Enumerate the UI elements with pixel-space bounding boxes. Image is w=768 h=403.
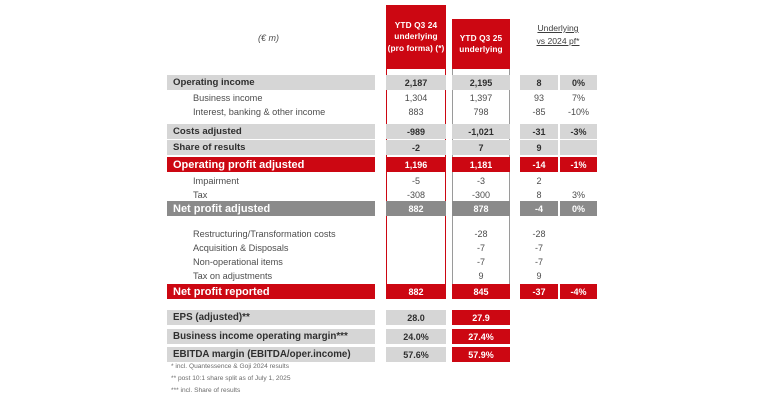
metric-cell-2025: 27.9	[452, 310, 510, 325]
row-label: Operating profit adjusted	[167, 157, 375, 172]
cell-2024	[386, 240, 446, 255]
row-label: Operating income	[167, 75, 375, 90]
cell-2025: -7	[476, 242, 485, 253]
cell-delta-pct	[560, 173, 597, 188]
cell-delta-pct	[560, 140, 597, 155]
cell-2024: 883	[408, 106, 424, 117]
cell-2025: 2,195	[452, 75, 510, 90]
metric-cell-2024: 24.0%	[386, 329, 446, 344]
footnote: * incl. Quantessence & Goji 2024 results	[171, 363, 290, 370]
table-row	[167, 90, 597, 105]
cell-2024: 2,187	[386, 75, 446, 90]
cell-2025: -28	[474, 228, 488, 239]
table-row	[167, 140, 597, 155]
cell-2025: 878	[452, 201, 510, 216]
table-row	[167, 254, 597, 269]
cell-delta-pct: 0%	[560, 75, 597, 90]
row-label: Restructuring/Transformation costs	[193, 228, 336, 239]
cell-delta-pct: 3%	[571, 189, 585, 200]
cell-delta-pct: -3%	[560, 124, 597, 139]
cell-delta-pct: -10%	[567, 106, 589, 117]
cell-2024: 882	[386, 201, 446, 216]
metric-row	[167, 310, 597, 325]
cell-2024: 882	[386, 284, 446, 299]
table-row	[167, 124, 597, 139]
metric-cell-2025: 57.9%	[452, 347, 510, 362]
cell-2025: 845	[452, 284, 510, 299]
table-row	[167, 201, 597, 216]
cell-delta: 9	[536, 270, 542, 281]
cell-2025: 1,397	[469, 92, 493, 103]
cell-delta-pct	[560, 268, 597, 283]
cell-2024	[386, 226, 446, 241]
cell-delta: -7	[534, 256, 543, 267]
metric-label: Business income operating margin***	[167, 329, 375, 344]
delta-header-line1: Underlying	[537, 23, 579, 33]
delta-header-line2: vs 2024 pf*	[536, 36, 580, 46]
metric-cell-2025: 27.4%	[452, 329, 510, 344]
metric-cell-2024: 28.0	[386, 310, 446, 325]
table-row	[167, 187, 597, 202]
row-label: Impairment	[193, 175, 239, 186]
cell-2025: -300	[471, 189, 490, 200]
cell-2025: 9	[478, 270, 484, 281]
row-label: Net profit reported	[167, 284, 375, 299]
table-row	[167, 104, 597, 119]
table-row	[167, 226, 597, 241]
cell-2025: -7	[476, 256, 485, 267]
cell-2024: -989	[386, 124, 446, 139]
cell-2024: -2	[386, 140, 446, 155]
table-row	[167, 240, 597, 255]
cell-delta: -14	[520, 157, 558, 172]
cell-delta: -7	[534, 242, 543, 253]
cell-2024: 1,304	[404, 92, 428, 103]
cell-delta-pct: 7%	[571, 92, 585, 103]
cell-delta-pct: 0%	[560, 201, 597, 216]
cell-2025: 7	[452, 140, 510, 155]
cell-2024: 1,196	[386, 157, 446, 172]
cell-2025: 1,181	[452, 157, 510, 172]
row-label: Tax	[193, 189, 208, 200]
cell-delta-pct	[560, 240, 597, 255]
row-label: Interest, banking & other income	[193, 106, 326, 117]
cell-delta: 9	[520, 140, 558, 155]
cell-delta: 93	[533, 92, 544, 103]
cell-2025: -3	[476, 175, 485, 186]
cell-delta: 8	[536, 189, 542, 200]
table-row	[167, 75, 597, 90]
table-row	[167, 268, 597, 283]
metric-label: EBITDA margin (EBITDA/oper.income)	[167, 347, 375, 362]
table-row	[167, 173, 597, 188]
table-row	[167, 284, 597, 299]
cell-2025: 798	[473, 106, 489, 117]
cell-delta: -4	[520, 201, 558, 216]
cell-delta: 8	[520, 75, 558, 90]
cell-2024	[386, 254, 446, 269]
column-header-delta	[520, 22, 596, 48]
metric-row	[167, 347, 597, 362]
cell-2024: -5	[411, 175, 420, 186]
cell-2024: -308	[406, 189, 425, 200]
cell-delta-pct: -1%	[560, 157, 597, 172]
cell-delta: -28	[532, 228, 546, 239]
row-label: Non-operational items	[193, 256, 283, 267]
cell-delta-pct	[560, 226, 597, 241]
footnote: *** incl. Share of results	[171, 387, 241, 394]
cell-delta: -85	[532, 106, 546, 117]
row-label: Costs adjusted	[167, 124, 375, 139]
cell-2025: -1,021	[452, 124, 510, 139]
cell-2024	[386, 268, 446, 283]
cell-delta-pct	[560, 254, 597, 269]
cell-delta: -37	[520, 284, 558, 299]
currency-unit-label: (€ m)	[258, 33, 279, 43]
cell-delta: 2	[536, 175, 542, 186]
cell-delta-pct: -4%	[560, 284, 597, 299]
row-label: Acquisition & Disposals	[193, 242, 289, 253]
footnote: ** post 10:1 share split as of July 1, 2025	[171, 375, 291, 382]
cell-delta: -31	[520, 124, 558, 139]
table-row	[167, 157, 597, 172]
metric-cell-2024: 57.6%	[386, 347, 446, 362]
column-header-2024: YTD Q3 24 underlying (pro forma) (*)	[386, 5, 446, 69]
metric-label: EPS (adjusted)**	[167, 310, 375, 325]
row-label: Share of results	[167, 140, 375, 155]
metric-row	[167, 329, 597, 344]
row-label: Net profit adjusted	[167, 201, 375, 216]
column-header-2025: YTD Q3 25 underlying	[452, 19, 510, 69]
row-label: Business income	[193, 92, 263, 103]
row-label: Tax on adjustments	[193, 270, 273, 281]
